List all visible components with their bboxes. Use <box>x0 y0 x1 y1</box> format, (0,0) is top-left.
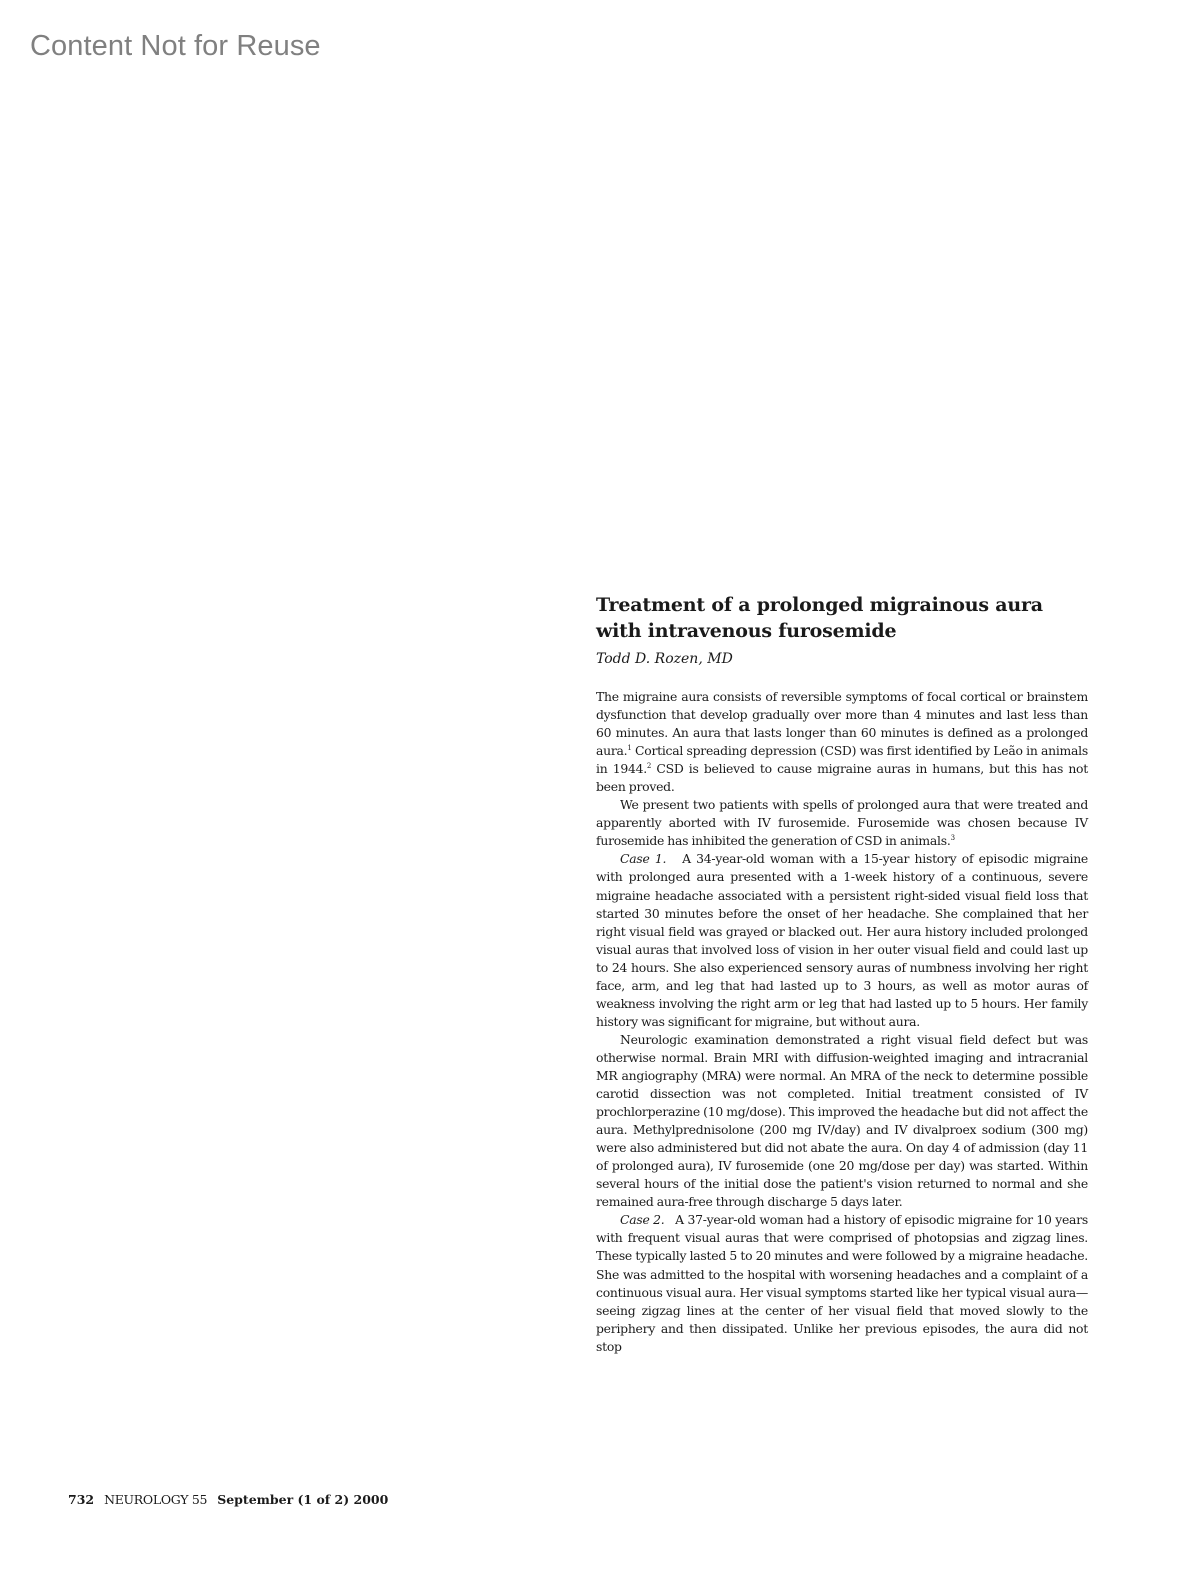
paragraph-case-1 <box>596 850 1088 1030</box>
article-author: Todd D. Rozen, MD <box>596 651 733 667</box>
paragraph-patients <box>596 796 1088 850</box>
case-2-text: A 37-year-old woman had a history of episodic migraine for 10 years with frequent visual auras that were comprised of photopsias and zigzag lines. These typically lasted 5 to 20 minutes and were followed by a migraine headache. She was admitted to the hospital with worsening headaches and a complaint of a continuous visual aura. Her visual symptoms started like her typical visual aura—seeing zigzag lines at the center of her visual field that moved slowly to the periphery and then dissipated. Unlike her previous episodes, the aura did not stop <box>596 1212 1088 1354</box>
citation-2: 2 <box>646 762 652 771</box>
citation-1: 1 <box>627 744 632 753</box>
paragraph-intro-text-a: The migraine aura consists of reversible symptoms of focal cortical or brainstem dysfunction that develop gradually over more than 4 minutes and last less than 60 minutes. An aura that lasts longer than 60 minutes is defined as a prolonged aura. <box>596 689 1088 759</box>
page-footer <box>68 1492 388 1507</box>
paragraph-intro-text-c: CSD is believed to cause migraine auras in humans, but this has not been proved. <box>596 761 1088 795</box>
case-1-label: Case 1. <box>620 851 667 867</box>
case-1-text: A 34-year-old woman with a 15-year history of episodic migraine with prolonged aura presented with a 1-week history of a continuous, severe migraine headache associated with a persistent right-sided visual field loss that started 30 minutes before the onset of her headache. She complained that her right visual field was grayed or blacked out. Her aura history included prolonged visual auras that involved loss of vision in her outer visual field and could last up to 24 hours. She also experienced sensory auras of numbness involving her right face, arm, and leg that had lasted up to 3 hours, as well as motor auras of weakness involving the right arm or leg that had lasted up to 5 hours. Her family history was significant for migraine, but without aura. <box>596 851 1089 1029</box>
issue-date: September (1 of 2) 2000 <box>217 1492 389 1507</box>
paragraph-intro-text-b: Cortical spreading depression (CSD) was first identified by Leão in animals in 1944. <box>596 743 1088 777</box>
citation-3: 3 <box>950 834 955 843</box>
journal-name: NEUROLOGY 55 <box>104 1492 208 1507</box>
paragraph-intro <box>596 688 1088 796</box>
page-number: 732 <box>68 1492 95 1507</box>
paragraph-case-2 <box>596 1211 1088 1355</box>
watermark-text: Content Not for Reuse <box>30 30 321 62</box>
case-2-label: Case 2. <box>620 1212 665 1228</box>
paragraph-patients-text: We present two patients with spells of prolonged aura that were treated and apparently aborted with IV furosemide. Furosemide was chosen because IV furosemide has inhibited the generation of CSD in animals. <box>596 797 1088 849</box>
article <box>596 592 1088 1356</box>
article-body <box>596 688 1088 1356</box>
article-title: Treatment of a prolonged migrainous aura with intravenous furosemide <box>596 594 1043 642</box>
paragraph-neuro-exam: Neurologic examination demonstrated a right visual field defect but was otherwise normal. Brain MRI with diffusion-weighted imaging and intracranial MR angiography (MRA) were normal. An MRA of the neck to determine possible carotid dissection was not completed. Initial treatment consisted of IV prochlorperazine (10 mg/dose). This improved the headache but did not affect the aura. Methylprednisolone (200 mg IV/day) and IV divalproex sodium (300 mg) were also administered but did not abate the aura. On day 4 of admission (day 11 of prolonged aura), IV furosemide (one 20 mg/dose per day) was started. Within several hours of the initial dose the patient's vision returned to normal and she remained aura-free through discharge 5 days later. <box>596 1031 1088 1210</box>
